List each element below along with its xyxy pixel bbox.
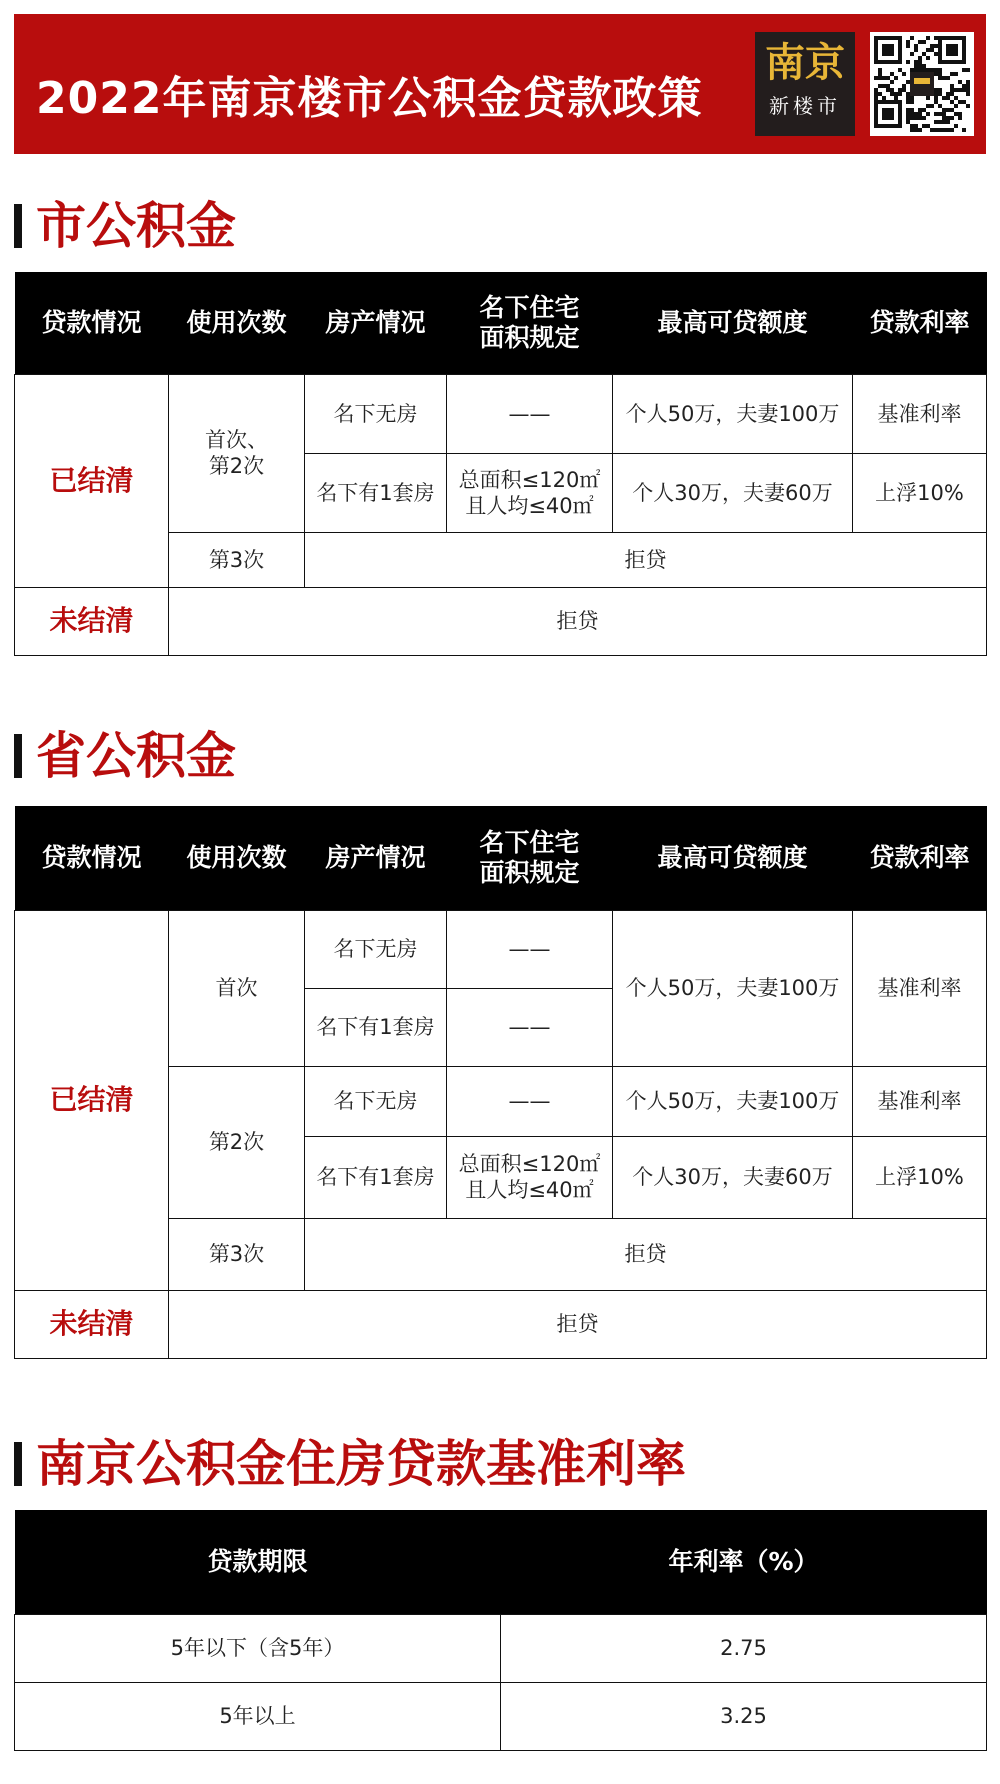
col-header-term: 贷款期限 — [15, 1510, 501, 1614]
property-status: 名下无房 — [305, 374, 447, 453]
col-header: 房产情况 — [305, 806, 447, 910]
table-header-row — [15, 806, 987, 910]
loan-refused: 拒贷 — [169, 1290, 987, 1358]
qr-code-icon — [870, 32, 974, 136]
brand-logo — [755, 32, 855, 136]
status-cleared: 已结清 — [15, 374, 169, 587]
col-header: 名下住宅 面积规定 — [447, 272, 613, 374]
table-row — [15, 587, 987, 655]
province-policy-table — [14, 806, 987, 1359]
property-status: 名下有1套房 — [305, 988, 447, 1066]
property-status: 名下无房 — [305, 910, 447, 988]
col-header: 贷款情况 — [15, 272, 169, 374]
header-banner — [14, 14, 986, 154]
col-header: 使用次数 — [169, 806, 305, 910]
usage-count: 第3次 — [169, 532, 305, 587]
status-uncleared: 未结清 — [15, 1290, 169, 1358]
usage-count: 首次 — [169, 910, 305, 1066]
loan-rate: 基准利率 — [853, 910, 987, 1066]
col-header: 贷款情况 — [15, 806, 169, 910]
base-rate-table — [14, 1510, 987, 1751]
usage-count: 第3次 — [169, 1218, 305, 1290]
table-row — [15, 1614, 987, 1682]
col-header: 贷款利率 — [853, 806, 987, 910]
loan-quota: 个人30万，夫妻60万 — [613, 453, 853, 532]
col-header-rate: 年利率（%） — [501, 1510, 987, 1614]
heading-marker — [14, 204, 22, 248]
table-row — [15, 910, 987, 988]
col-header: 贷款利率 — [853, 272, 987, 374]
area-rule: 总面积≤120㎡ 且人均≤40㎡ — [447, 1136, 613, 1218]
property-status: 名下有1套房 — [305, 1136, 447, 1218]
property-status: 名下有1套房 — [305, 453, 447, 532]
loan-term: 5年以上 — [15, 1682, 501, 1750]
area-rule: —— — [447, 910, 613, 988]
col-header: 名下住宅 面积规定 — [447, 806, 613, 910]
loan-refused: 拒贷 — [305, 532, 987, 587]
logo-bottom-text: 新楼市 — [769, 94, 841, 118]
loan-rate: 基准利率 — [853, 1066, 987, 1136]
loan-refused: 拒贷 — [169, 587, 987, 655]
col-header: 使用次数 — [169, 272, 305, 374]
heading-marker — [14, 1442, 22, 1486]
usage-count: 第2次 — [169, 1066, 305, 1218]
section-title: 省公积金 — [36, 727, 236, 785]
table-row — [15, 374, 987, 453]
loan-refused: 拒贷 — [305, 1218, 987, 1290]
status-uncleared: 未结清 — [15, 587, 169, 655]
loan-quota: 个人50万，夫妻100万 — [613, 374, 853, 453]
area-rule: —— — [447, 374, 613, 453]
table-row — [15, 1290, 987, 1358]
area-rule: —— — [447, 988, 613, 1066]
area-rule: 总面积≤120㎡ 且人均≤40㎡ — [447, 453, 613, 532]
loan-quota: 个人30万，夫妻60万 — [613, 1136, 853, 1218]
loan-rate: 上浮10% — [853, 453, 987, 532]
annual-rate: 3.25 — [501, 1682, 987, 1750]
area-rule: —— — [447, 1066, 613, 1136]
table-header-row — [15, 272, 987, 374]
loan-term: 5年以下（含5年） — [15, 1614, 501, 1682]
loan-quota: 个人50万，夫妻100万 — [613, 1066, 853, 1136]
usage-count: 首次、 第2次 — [169, 374, 305, 532]
status-cleared: 已结清 — [15, 910, 169, 1290]
city-policy-table — [14, 272, 987, 656]
table-header-row — [15, 1510, 987, 1614]
loan-quota: 个人50万，夫妻100万 — [613, 910, 853, 1066]
col-header: 房产情况 — [305, 272, 447, 374]
annual-rate: 2.75 — [501, 1614, 987, 1682]
col-header: 最高可贷额度 — [613, 806, 853, 910]
page-title: 2022年南京楼市公积金贷款政策 — [36, 73, 703, 124]
property-status: 名下无房 — [305, 1066, 447, 1136]
section-title: 南京公积金住房贷款基准利率 — [36, 1435, 686, 1493]
col-header: 最高可贷额度 — [613, 272, 853, 374]
loan-rate: 基准利率 — [853, 374, 987, 453]
heading-marker — [14, 734, 22, 778]
section-title: 市公积金 — [36, 197, 236, 255]
loan-rate: 上浮10% — [853, 1136, 987, 1218]
table-row — [15, 1682, 987, 1750]
logo-top-text: 南京 — [765, 40, 845, 86]
